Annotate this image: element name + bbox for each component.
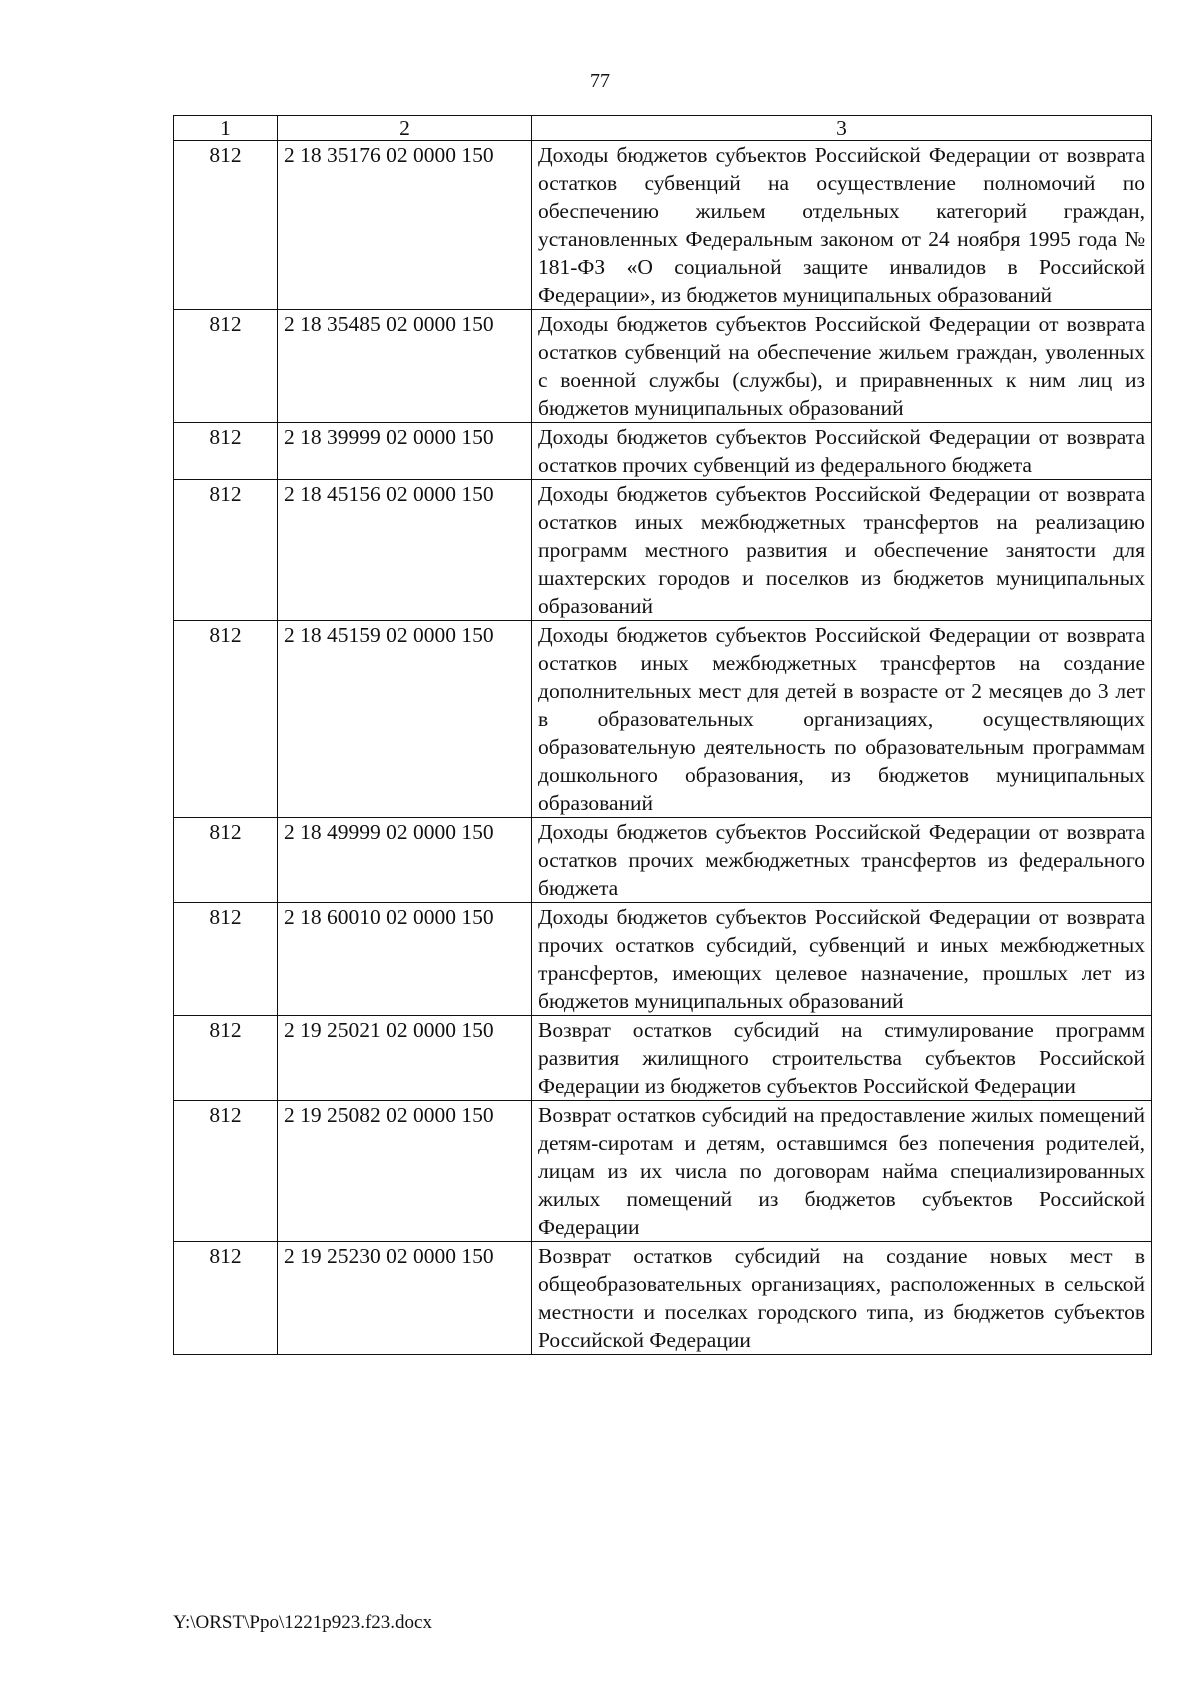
file-path-footer: Y:\ORST\Ppo\1221p923.f23.docx xyxy=(173,1612,432,1633)
revenue-code-cell: 2 19 25230 02 0000 150 xyxy=(278,1242,532,1355)
revenue-name-cell: Доходы бюджетов субъектов Российской Федерации от возврата остатков иных межбюджетных трансфертов на создание дополнительных мест для детей в возрасте от 2 месяцев до 3 лет в образовательных организациях, осуществляющих образовательную деятельность по образовательным программам дошкольного образования, из бюджетов муниципальных образований xyxy=(532,621,1152,818)
budget-classification-table xyxy=(173,115,1152,1355)
column-header-1: 1 xyxy=(174,116,278,141)
revenue-name-cell: Доходы бюджетов субъектов Российской Федерации от возврата остатков прочих субвенций из федерального бюджета xyxy=(532,423,1152,480)
revenue-name-cell: Возврат остатков субсидий на предоставление жилых помещений детям-сиротам и детям, оставшимся без попечения родителей, лицам из их числа по договорам найма специализированных жилых помещений из бюджетов субъектов Российской Федерации xyxy=(532,1101,1152,1242)
revenue-code-cell: 2 18 45156 02 0000 150 xyxy=(278,480,532,621)
revenue-code-cell: 2 18 49999 02 0000 150 xyxy=(278,818,532,903)
admin-code-cell: 812 xyxy=(174,1242,278,1355)
admin-code-cell: 812 xyxy=(174,141,278,310)
revenue-code-cell: 2 19 25082 02 0000 150 xyxy=(278,1101,532,1242)
revenue-name-cell: Возврат остатков субсидий на создание новых мест в общеобразовательных организациях, расположенных в сельской местности и поселках городского типа, из бюджетов субъектов Российской Федерации xyxy=(532,1242,1152,1355)
column-header-3: 3 xyxy=(532,116,1152,141)
revenue-code-cell: 2 18 35176 02 0000 150 xyxy=(278,141,532,310)
admin-code-cell: 812 xyxy=(174,1016,278,1101)
revenue-name-cell: Доходы бюджетов субъектов Российской Федерации от возврата остатков иных межбюджетных трансфертов на реализацию программ местного развития и обеспечение занятости для шахтерских городов и поселков из бюджетов муниципальных образований xyxy=(532,480,1152,621)
revenue-code-cell: 2 18 45159 02 0000 150 xyxy=(278,621,532,818)
admin-code-cell: 812 xyxy=(174,480,278,621)
revenue-code-cell: 2 18 35485 02 0000 150 xyxy=(278,310,532,423)
revenue-name-cell: Доходы бюджетов субъектов Российской Федерации от возврата остатков субвенций на обеспечение жильем граждан, уволенных с военной службы (службы), и приравненных к ним лиц из бюджетов муниципальных образований xyxy=(532,310,1152,423)
revenue-name-cell: Доходы бюджетов субъектов Российской Федерации от возврата остатков субвенций на осуществление полномочий по обеспечению жильем отдельных категорий граждан, установленных Федеральным законом от 24 ноября 1995 года № 181-ФЗ «О социальной защите инвалидов в Российской Федерации», из бюджетов муниципальных образований xyxy=(532,141,1152,310)
revenue-name-cell: Доходы бюджетов субъектов Российской Федерации от возврата прочих остатков субсидий, субвенций и иных межбюджетных трансфертов, имеющих целевое назначение, прошлых лет из бюджетов муниципальных образований xyxy=(532,903,1152,1016)
revenue-name-cell: Возврат остатков субсидий на стимулирование программ развития жилищного строительства субъектов Российской Федерации из бюджетов субъектов Российской Федерации xyxy=(532,1016,1152,1101)
table-row xyxy=(174,423,1152,480)
admin-code-cell: 812 xyxy=(174,818,278,903)
column-header-2: 2 xyxy=(278,116,532,141)
table-row xyxy=(174,310,1152,423)
table-row xyxy=(174,480,1152,621)
admin-code-cell: 812 xyxy=(174,621,278,818)
admin-code-cell: 812 xyxy=(174,903,278,1016)
revenue-code-cell: 2 18 60010 02 0000 150 xyxy=(278,903,532,1016)
table-row xyxy=(174,621,1152,818)
table-row xyxy=(174,141,1152,310)
table-row xyxy=(174,1016,1152,1101)
admin-code-cell: 812 xyxy=(174,310,278,423)
revenue-name-cell: Доходы бюджетов субъектов Российской Федерации от возврата остатков прочих межбюджетных трансфертов из федерального бюджета xyxy=(532,818,1152,903)
table-row xyxy=(174,1242,1152,1355)
table-row xyxy=(174,818,1152,903)
page-number: 77 xyxy=(590,70,610,92)
table-header-row xyxy=(174,116,1152,141)
admin-code-cell: 812 xyxy=(174,1101,278,1242)
table-row xyxy=(174,903,1152,1016)
table-row xyxy=(174,1101,1152,1242)
revenue-code-cell: 2 19 25021 02 0000 150 xyxy=(278,1016,532,1101)
admin-code-cell: 812 xyxy=(174,423,278,480)
revenue-code-cell: 2 18 39999 02 0000 150 xyxy=(278,423,532,480)
